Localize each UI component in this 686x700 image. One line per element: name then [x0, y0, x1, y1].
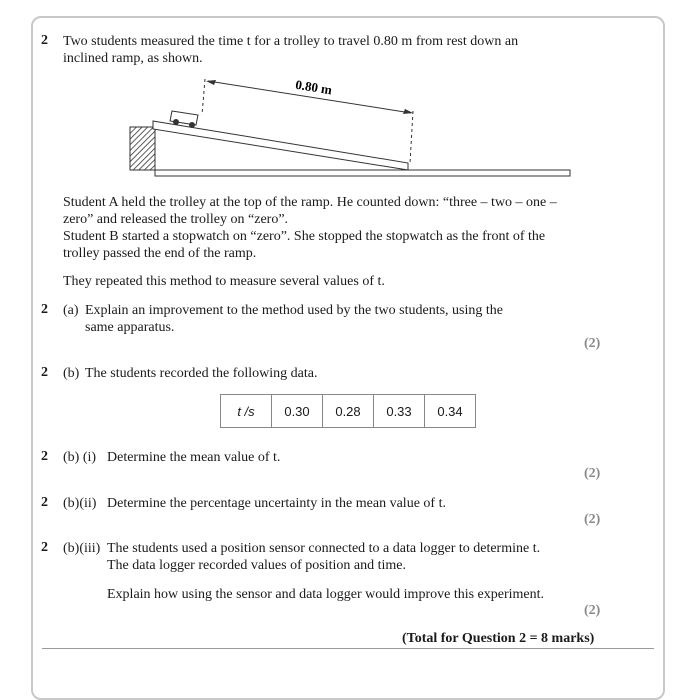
part-bii-text: Determine the percentage uncertainty in the mean value of t.	[107, 496, 446, 511]
part-b-label: (b)	[63, 366, 80, 381]
table-cell: 0.30	[272, 395, 323, 428]
part-bii-label: (b)(ii)	[63, 496, 97, 511]
part-bi-marks: (2)	[584, 466, 601, 481]
floor	[155, 170, 570, 176]
part-b-number: 2	[41, 365, 48, 380]
part-b-text: The students recorded the following data.	[85, 366, 318, 381]
distance-label: 0.80 m	[294, 76, 334, 98]
part-a-line-2: same apparatus.	[85, 320, 175, 335]
method-line-1: Student A held the trolley at the top of the ramp. He counted down: “three – two – one –	[63, 195, 557, 210]
data-table	[220, 394, 476, 428]
intro-line-2: inclined ramp, as shown.	[63, 51, 203, 66]
total-marks: (Total for Question 2 = 8 marks)	[402, 631, 595, 646]
part-bii-number: 2	[41, 495, 48, 510]
support-block	[130, 127, 155, 170]
part-biii-line-3: Explain how using the sensor and data logger would improve this experiment.	[107, 587, 545, 602]
table-cell: 0.34	[425, 395, 476, 428]
method-line-2: zero” and released the trolley on “zero”.	[63, 212, 289, 227]
method-line-4: trolley passed the end of the ramp.	[63, 246, 257, 261]
part-bi-label: (b) (i)	[63, 450, 97, 465]
table-row	[221, 395, 476, 428]
part-a-line-1: Explain an improvement to the method used by the two students, using the	[85, 303, 503, 318]
table-cell: 0.33	[374, 395, 425, 428]
divider	[42, 648, 654, 649]
end-marker	[410, 111, 413, 163]
method-line-5: They repeated this method to measure several values of t.	[63, 274, 385, 289]
table-cell: 0.28	[323, 395, 374, 428]
part-biii-line-1: The students used a position sensor connected to a data logger to determine t.	[107, 541, 541, 556]
start-marker	[202, 79, 205, 115]
method-line-3: Student B started a stopwatch on “zero”. She stopped the stopwatch as the front of the	[63, 229, 546, 244]
table-header: t /s	[237, 403, 255, 419]
part-a-label: (a)	[63, 303, 79, 318]
part-bi-text: Determine the mean value of t.	[107, 450, 281, 465]
part-biii-label: (b)(iii)	[63, 541, 101, 556]
ramp	[153, 121, 408, 170]
ramp-diagram	[120, 75, 580, 185]
part-a-number: 2	[41, 302, 48, 317]
table-header-cell	[221, 395, 272, 428]
part-bii-marks: (2)	[584, 512, 601, 527]
part-a-marks: (2)	[584, 336, 601, 351]
question-number: 2	[41, 33, 48, 48]
part-biii-line-2: The data logger recorded values of position and time.	[107, 558, 406, 573]
part-biii-number: 2	[41, 540, 48, 555]
intro-line-1: Two students measured the time t for a trolley to travel 0.80 m from rest down an	[63, 34, 519, 49]
part-biii-marks: (2)	[584, 603, 601, 618]
part-bi-number: 2	[41, 449, 48, 464]
